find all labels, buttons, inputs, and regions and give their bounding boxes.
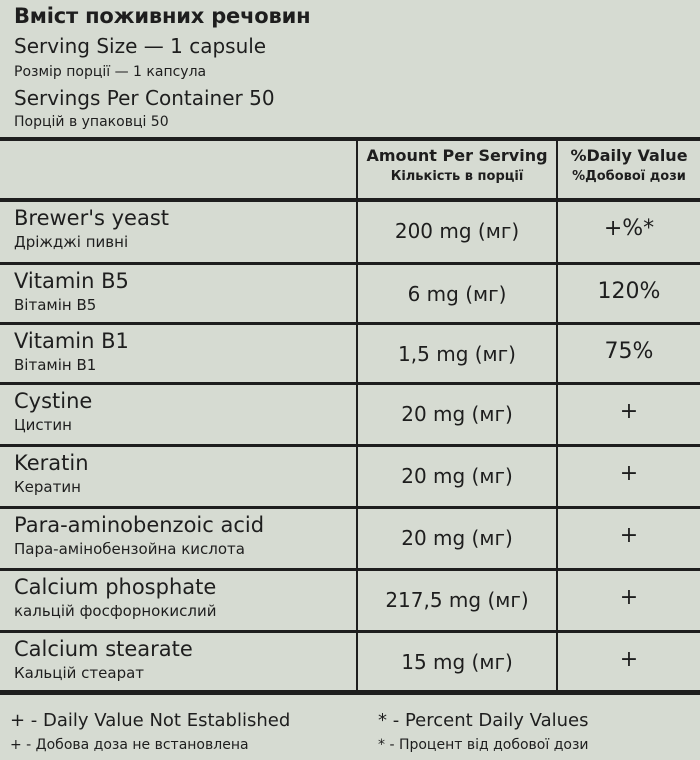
nutrient-amount: 20 mg (мг) [401, 402, 513, 426]
nutrient-name: Keratin [14, 451, 89, 475]
nutrient-daily-value: + [619, 647, 639, 672]
serving-size-ua: Розмір порції — 1 капсула [14, 64, 207, 80]
nutrient-daily-value: 120% [597, 279, 661, 304]
nutrient-name: Calcium phosphate [14, 575, 217, 599]
nutrient-name-ua: Вітамін В1 [14, 356, 97, 374]
nutrient-amount: 15 mg (мг) [401, 650, 513, 674]
nutrient-amount: 217,5 mg (мг) [385, 588, 529, 612]
nutrient-amount: 20 mg (мг) [401, 464, 513, 488]
servings-per-container-ua: Порцій в упаковці 50 [14, 114, 169, 130]
nutrient-name-ua: Цистин [14, 416, 72, 434]
nutrient-name: Calcium stearate [14, 637, 193, 661]
table-row [0, 265, 700, 327]
nutrient-name: Vitamin B1 [14, 329, 129, 353]
nutrient-name-ua: Пара-амінобензойна кислота [14, 540, 245, 558]
nutrient-name: Vitamin B5 [14, 269, 129, 293]
nutrient-name: Para-aminobenzoic acid [14, 513, 265, 537]
servings-per-container: Servings Per Container 50 [14, 86, 275, 110]
nutrient-daily-value: +%* [603, 216, 655, 241]
nutrient-amount: 6 mg (мг) [407, 282, 507, 306]
nutrient-daily-value: + [619, 461, 639, 486]
footnote-plus: + - Daily Value Not Established [10, 710, 291, 731]
table-row [0, 509, 700, 571]
footnote-star: * - Percent Daily Values [378, 710, 589, 731]
daily-value-column-header-ua: %Добової дози [572, 169, 686, 184]
serving-size: Serving Size — 1 capsule [14, 34, 267, 58]
header-divider [0, 137, 700, 141]
amount-column-header: Amount Per Serving [366, 146, 548, 165]
table-row [0, 571, 700, 633]
footnote-star-ua: * - Процент від добової дози [378, 737, 589, 753]
table-row [0, 633, 700, 695]
table-row [0, 202, 700, 264]
nutrient-name-ua: Вітамін В5 [14, 296, 97, 314]
table-row [0, 325, 700, 387]
daily-value-column-header: %Daily Value [570, 146, 688, 165]
nutrient-amount: 1,5 mg (мг) [398, 342, 516, 366]
nutrient-daily-value: + [619, 523, 639, 548]
panel-title: Вміст поживних речовин [14, 4, 311, 28]
nutrient-amount: 200 mg (мг) [394, 219, 520, 243]
nutrient-name-ua: Кератин [14, 478, 81, 496]
nutrient-name: Brewer's yeast [14, 206, 170, 230]
amount-column-header-ua: Кількість в порції [390, 169, 524, 184]
nutrient-daily-value: + [619, 585, 639, 610]
table-row [0, 385, 700, 447]
nutrient-name-ua: кальцій фосфорнокислий [14, 602, 217, 620]
nutrient-amount: 20 mg (мг) [401, 526, 513, 550]
table-row [0, 447, 700, 509]
table-bottom-divider [0, 690, 700, 695]
nutrient-name: Cystine [14, 389, 93, 413]
nutrient-name-ua: Кальцій стеарат [14, 664, 145, 682]
nutrient-name-ua: Дріжджі пивні [14, 233, 129, 251]
nutrient-daily-value: 75% [604, 339, 654, 364]
nutrient-daily-value: + [619, 399, 639, 424]
footnote-plus-ua: + - Добова доза не встановлена [10, 737, 249, 753]
